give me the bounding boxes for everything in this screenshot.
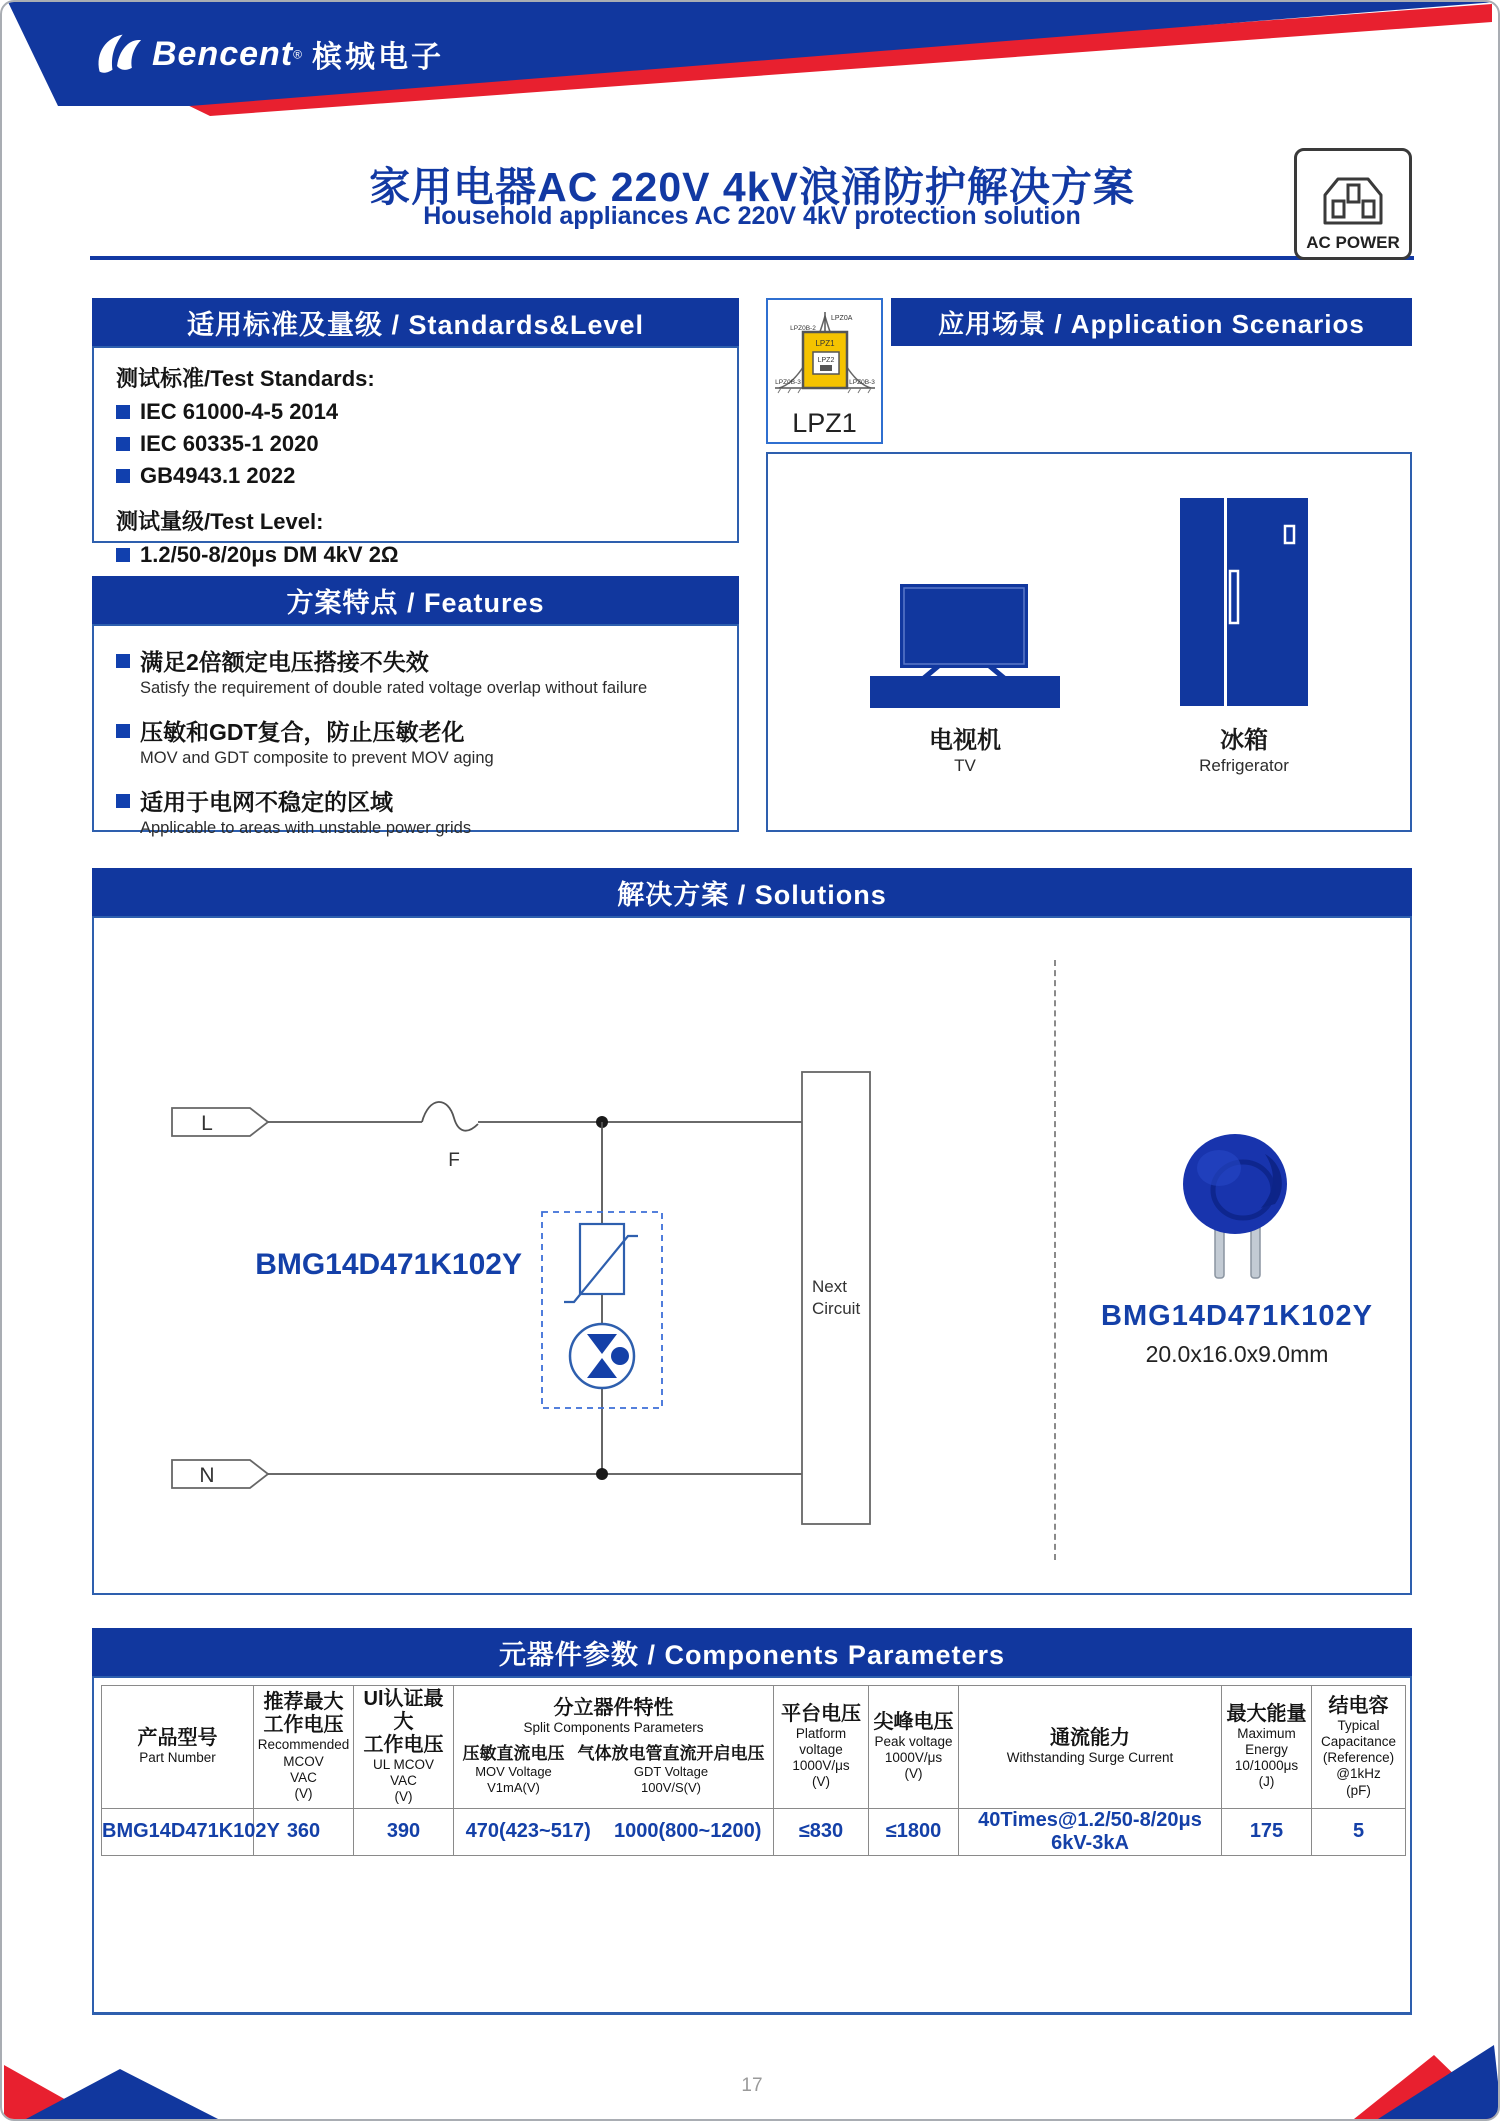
feature-item	[116, 644, 715, 698]
title-underline	[90, 256, 1414, 260]
feature-item	[116, 714, 715, 768]
feature-cn: 满足2倍额定电压搭接不失效	[140, 649, 429, 675]
test-standards-label: 测试标准/Test Standards:	[116, 366, 375, 391]
bullet-square-icon	[116, 654, 130, 668]
standard-item: GB4943.1 2022	[140, 463, 296, 488]
scenarios-section-header: 应用场景 / Application Scenarios	[891, 298, 1412, 346]
cell-part-number: BMG14D471K102Y	[102, 1808, 254, 1855]
standards-section-header: 适用标准及量级 / Standards&Level	[92, 298, 739, 346]
page-number: 17	[741, 2075, 763, 2096]
cell-surge-current: 40Times@1.2/50-8/20μs 6kV-3kA	[959, 1808, 1222, 1855]
refrigerator-icon	[1180, 498, 1308, 708]
list-item	[116, 399, 715, 425]
scenario-tv	[870, 490, 1060, 776]
feature-en: Satisfy the requirement of double rated voltage overlap without failure	[140, 679, 648, 697]
cell-peak-voltage: ≤1800	[869, 1808, 959, 1855]
col-capacitance: 结电容 Typical Capacitance (Reference) @1kHz (pF)	[1312, 1686, 1406, 1809]
col-recommended-mcov: 推荐最大 工作电压 Recommended MCOV VAC (V)	[254, 1686, 354, 1809]
solutions-section-header: 解决方案 / Solutions	[92, 868, 1412, 916]
cell-gdt-voltage: 1000(800~1200)	[614, 1820, 762, 1843]
l-terminal-label: L	[201, 1112, 213, 1135]
next-circuit-label: Next	[812, 1277, 847, 1296]
bullet-square-icon	[116, 724, 130, 738]
list-item	[116, 431, 715, 457]
cell-split-values	[454, 1808, 774, 1855]
features-section-header: 方案特点 / Features	[92, 576, 739, 624]
table-header-row	[102, 1686, 1406, 1809]
circuit-part-label: BMG14D471K102Y	[255, 1248, 522, 1281]
test-level-item: 1.2/50-8/20μs DM 4kV 2Ω	[140, 542, 399, 567]
junction-dot	[596, 1468, 608, 1480]
col-peak-voltage: 尖峰电压 Peak voltage 1000V/μs (V)	[869, 1686, 959, 1809]
col-ul-mcov: Ul认证最大 工作电压 UL MCOV VAC (V)	[354, 1686, 454, 1809]
appliance-label-en: Refrigerator	[1199, 756, 1289, 775]
lpz-zone-label: LPZ0B-2	[789, 325, 816, 332]
product-part-number: BMG14D471K102Y	[1101, 1300, 1373, 1332]
parameters-section-box	[92, 1676, 1412, 2015]
standard-item: IEC 60335-1 2020	[140, 431, 319, 456]
cell-mov-voltage: 470(423~517)	[465, 1820, 591, 1843]
next-circuit-block	[802, 1072, 870, 1524]
circuit-diagram	[102, 962, 962, 1562]
bullet-square-icon	[116, 469, 130, 483]
n-terminal-label: N	[199, 1464, 215, 1487]
footer-decoration	[2, 2027, 1500, 2119]
scenarios-section-box	[766, 452, 1412, 832]
feature-item	[116, 784, 715, 838]
product-figure	[1067, 1132, 1407, 1368]
bullet-square-icon	[116, 548, 130, 562]
cell-rec-mcov: 360	[254, 1808, 354, 1855]
lpz-diagram	[773, 304, 877, 408]
feature-cn: 适用于电网不稳定的区域	[140, 789, 393, 815]
bullet-square-icon	[116, 437, 130, 451]
feature-en: MOV and GDT composite to prevent MOV aging	[140, 749, 494, 767]
list-item	[116, 463, 715, 489]
ac-inlet-icon	[1311, 171, 1395, 233]
cell-capacitance: 5	[1312, 1808, 1406, 1855]
cell-ul-mcov: 390	[354, 1808, 454, 1855]
features-section-box	[92, 624, 739, 837]
test-level-label: 测试量级/Test Level:	[116, 509, 324, 534]
page-title-cn: 家用电器AC 220V 4kV浪涌防护解决方案	[369, 164, 1135, 210]
parameters-section-header: 元器件参数 / Components Parameters	[92, 1628, 1412, 1676]
cell-max-energy: 175	[1222, 1808, 1312, 1855]
bencent-logo-icon	[94, 32, 142, 76]
product-dimensions: 20.0x16.0x9.0mm	[1145, 1341, 1329, 1367]
logo-text-cn: 槟城电子	[311, 41, 444, 74]
logo-text: Bencent®	[152, 34, 302, 73]
subcol-mov-voltage: 压敏直流电压 MOV Voltage V1mA(V)	[462, 1743, 565, 1795]
lpz-zone-label: LPZ0A	[830, 315, 852, 322]
page-title-en: Household appliances AC 220V 4kV protection solution	[423, 202, 1081, 230]
appliance-label-en: TV	[954, 756, 976, 775]
solutions-divider	[1054, 960, 1056, 1560]
appliance-label-cn: 冰箱	[1220, 727, 1268, 754]
bullet-square-icon	[116, 794, 130, 808]
standard-item: IEC 61000-4-5 2014	[140, 399, 339, 424]
lpz-zone-label: LPZ0B-3	[774, 379, 801, 386]
feature-cn: 压敏和GDT复合，防止压敏老化	[140, 719, 465, 745]
ac-power-badge	[1294, 148, 1412, 260]
subcol-gdt-voltage: 气体放电管直流开启电压 GDT Voltage 100V/S(V)	[577, 1743, 765, 1795]
col-max-energy: 最大能量 Maximum Energy 10/1000μs (J)	[1222, 1686, 1312, 1809]
fuse-symbol	[422, 1102, 478, 1131]
fuse-label: F	[448, 1150, 460, 1171]
col-part-number: 产品型号 Part Number	[102, 1686, 254, 1809]
table-row	[102, 1808, 1406, 1855]
tv-icon	[870, 584, 1060, 708]
lpz-zone-label: LPZ0B-3	[848, 379, 875, 386]
ac-power-label: AC POWER	[1306, 233, 1400, 252]
lpz-zone-box	[766, 298, 883, 444]
next-circuit-label: Circuit	[812, 1299, 861, 1318]
col-surge-current: 通流能力 Withstanding Surge Current	[959, 1686, 1222, 1809]
standards-section-box	[92, 346, 739, 567]
varistor-image	[1157, 1132, 1317, 1282]
col-platform-voltage: 平台电压 Platform voltage 1000V/μs (V)	[774, 1686, 869, 1809]
bullet-square-icon	[116, 405, 130, 419]
mov-symbol	[580, 1224, 624, 1294]
n-terminal	[172, 1460, 268, 1488]
col-split-components: 分立器件特性 Split Components Parameters 压敏直流电压 MOV Voltage V1mA(V) 气体放电管直流开启电压 GDT Voltage 100V/S(V)	[454, 1686, 774, 1809]
lpz-zone-label: LPZ2	[817, 357, 834, 364]
brand-logo	[94, 32, 444, 76]
l-terminal	[172, 1108, 268, 1136]
feature-en: Applicable to areas with unstable power grids	[140, 819, 472, 837]
scenario-refrigerator	[1180, 490, 1308, 776]
lpz-label: LPZ1	[792, 408, 857, 438]
registered-mark: ®	[293, 47, 302, 62]
list-item	[116, 542, 715, 568]
parameters-table	[101, 1685, 1406, 1856]
cell-platform-voltage: ≤830	[774, 1808, 869, 1855]
lpz-zone-label: LPZ1	[814, 339, 835, 348]
appliance-label-cn: 电视机	[929, 727, 1001, 754]
